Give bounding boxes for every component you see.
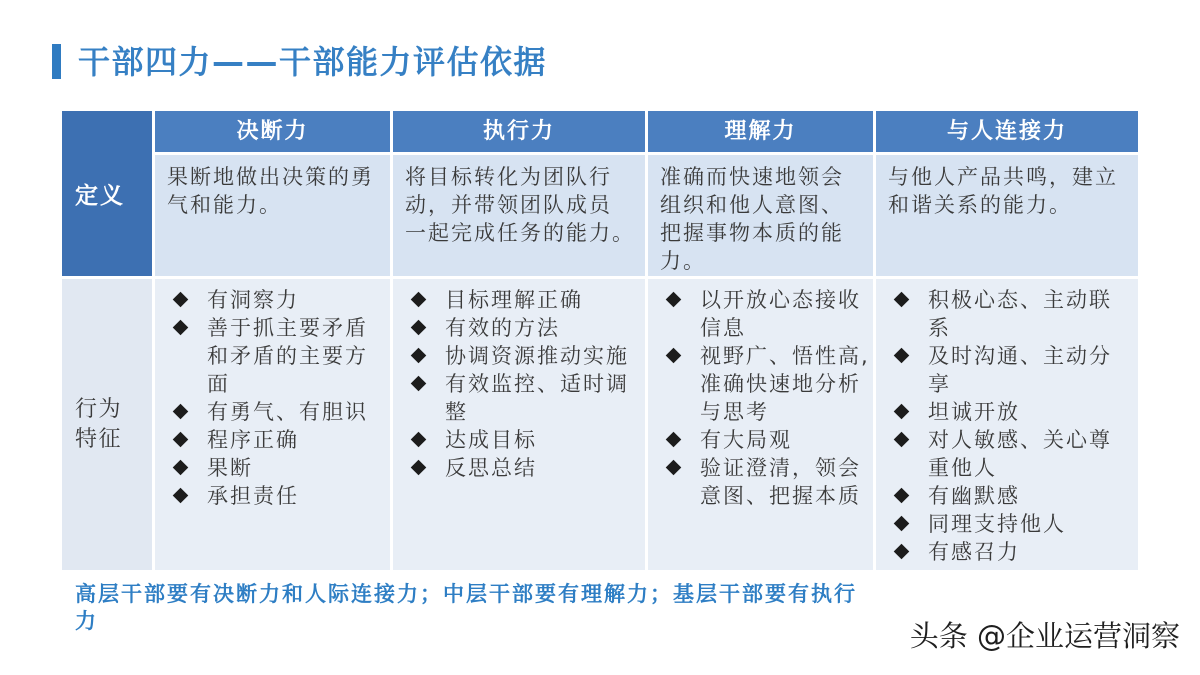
diamond-bullet-icon — [894, 488, 910, 504]
title-accent-bar — [52, 44, 61, 79]
definition-cell-decisiveness — [155, 155, 390, 276]
diamond-bullet-icon — [666, 292, 682, 308]
behavior-item — [155, 286, 390, 314]
page-title: 干部四力——干部能力评估依据 — [78, 43, 548, 81]
behavior-item-line: 整 — [445, 400, 468, 424]
behavior-item-line: 与思考 — [700, 400, 769, 424]
behavior-item — [876, 286, 1138, 342]
behavior-item — [155, 426, 390, 454]
diamond-bullet-icon — [411, 432, 427, 448]
behavior-item — [393, 314, 645, 342]
column-header-connection: 与人连接力 — [876, 111, 1138, 152]
behavior-item — [393, 286, 645, 314]
behavior-item-line: 有勇气、有胆识 — [207, 400, 368, 424]
row-label-behavior-line: 行为 — [75, 396, 123, 422]
behavior-item-line: 享 — [928, 372, 951, 396]
behavior-item — [393, 454, 645, 482]
diamond-bullet-icon — [173, 404, 189, 420]
column-header-decisiveness: 决断力 — [155, 111, 390, 152]
behavior-item-line: 协调资源推动实施 — [445, 344, 629, 368]
behavior-item — [155, 482, 390, 510]
diamond-bullet-icon — [894, 292, 910, 308]
diamond-bullet-icon — [411, 320, 427, 336]
behavior-item-line: 反思总结 — [445, 456, 537, 480]
behavior-item-line: 系 — [928, 316, 951, 340]
ability-table — [62, 111, 1138, 570]
column-header-understanding: 理解力 — [648, 111, 873, 152]
behavior-item — [876, 482, 1138, 510]
behavior-cell-decisiveness — [155, 279, 390, 570]
behavior-item-line: 有效监控、适时调 — [445, 372, 629, 396]
behavior-item-line: 面 — [207, 372, 230, 396]
behavior-item-line: 承担责任 — [207, 484, 299, 508]
definition-line: 准确而快速地领会 — [660, 165, 844, 189]
definition-line: 一起完成任务的能力。 — [405, 221, 635, 245]
behavior-item-line: 目标理解正确 — [445, 288, 583, 312]
definition-cell-understanding — [648, 155, 873, 276]
behavior-item-line: 有大局观 — [700, 428, 792, 452]
row-label-definition: 定义 — [62, 111, 152, 276]
behavior-item-line: 信息 — [700, 316, 746, 340]
diamond-bullet-icon — [411, 348, 427, 364]
behavior-item — [648, 454, 873, 510]
definition-line: 气和能力。 — [167, 193, 282, 217]
footer-note — [75, 581, 857, 635]
row-label-behavior — [62, 279, 152, 570]
diamond-bullet-icon — [894, 516, 910, 532]
behavior-item — [393, 342, 645, 370]
behavior-item-line: 重他人 — [928, 456, 997, 480]
behavior-item-line: 和矛盾的主要方 — [207, 344, 368, 368]
diamond-bullet-icon — [894, 432, 910, 448]
behavior-item-line: 视野广、悟性高, — [700, 344, 870, 368]
diamond-bullet-icon — [173, 432, 189, 448]
behavior-item — [648, 286, 873, 342]
diamond-bullet-icon — [411, 376, 427, 392]
behavior-item-line: 同理支持他人 — [928, 512, 1066, 536]
behavior-item — [876, 398, 1138, 426]
behavior-cell-execution — [393, 279, 645, 570]
definition-line: 组织和他人意图、 — [660, 193, 844, 217]
behavior-item-line: 有幽默感 — [928, 484, 1020, 508]
behavior-item — [648, 426, 873, 454]
footer-note-line: 高层干部要有决断力和人际连接力；中层干部要有理解力；基层干部要有执行 — [75, 582, 857, 606]
definition-line: 动，并带领团队成员 — [405, 193, 612, 217]
definition-line: 果断地做出决策的勇 — [167, 165, 374, 189]
definition-cell-connection — [876, 155, 1138, 276]
diamond-bullet-icon — [411, 460, 427, 476]
diamond-bullet-icon — [666, 460, 682, 476]
definition-line: 将目标转化为团队行 — [405, 165, 612, 189]
behavior-item-line: 积极心态、主动联 — [928, 288, 1112, 312]
column-header-execution: 执行力 — [393, 111, 645, 152]
behavior-item-line: 有洞察力 — [207, 288, 299, 312]
behavior-item-line: 善于抓主要矛盾 — [207, 316, 368, 340]
diamond-bullet-icon — [173, 488, 189, 504]
behavior-item — [648, 342, 873, 426]
definition-line: 力。 — [660, 249, 706, 273]
behavior-item-line: 对人敏感、关心尊 — [928, 428, 1112, 452]
footer-note-line: 力 — [75, 609, 98, 633]
diamond-bullet-icon — [173, 320, 189, 336]
behavior-item — [876, 510, 1138, 538]
behavior-item-line: 以开放心态接收 — [700, 288, 861, 312]
behavior-item-line: 有感召力 — [928, 540, 1020, 564]
diamond-bullet-icon — [666, 348, 682, 364]
behavior-item — [876, 538, 1138, 566]
behavior-item-line: 验证澄清，领会 — [700, 456, 861, 480]
diamond-bullet-icon — [894, 404, 910, 420]
diamond-bullet-icon — [894, 348, 910, 364]
behavior-cell-understanding — [648, 279, 873, 570]
definition-cell-execution — [393, 155, 645, 276]
definition-line: 和谐关系的能力。 — [888, 193, 1072, 217]
behavior-item-line: 意图、把握本质 — [700, 484, 861, 508]
behavior-item-line: 果断 — [207, 456, 253, 480]
behavior-item-line: 有效的方法 — [445, 316, 560, 340]
behavior-cell-connection — [876, 279, 1138, 570]
diamond-bullet-icon — [666, 432, 682, 448]
behavior-item — [155, 454, 390, 482]
behavior-item-line: 坦诚开放 — [928, 400, 1020, 424]
watermark: 头条 @企业运营洞察 — [909, 619, 1180, 653]
diamond-bullet-icon — [173, 460, 189, 476]
behavior-item — [876, 342, 1138, 398]
behavior-item — [393, 370, 645, 426]
behavior-item — [393, 426, 645, 454]
diamond-bullet-icon — [894, 544, 910, 560]
behavior-item-line: 及时沟通、主动分 — [928, 344, 1112, 368]
behavior-item-line: 准确快速地分析 — [700, 372, 861, 396]
row-label-behavior-line: 特征 — [75, 426, 123, 452]
diamond-bullet-icon — [173, 292, 189, 308]
behavior-item — [155, 398, 390, 426]
behavior-item — [876, 426, 1138, 482]
definition-line: 把握事物本质的能 — [660, 221, 844, 245]
diamond-bullet-icon — [411, 292, 427, 308]
definition-line: 与他人产品共鸣，建立 — [888, 165, 1118, 189]
behavior-item — [155, 314, 390, 398]
behavior-item-line: 达成目标 — [445, 428, 537, 452]
behavior-item-line: 程序正确 — [207, 428, 299, 452]
